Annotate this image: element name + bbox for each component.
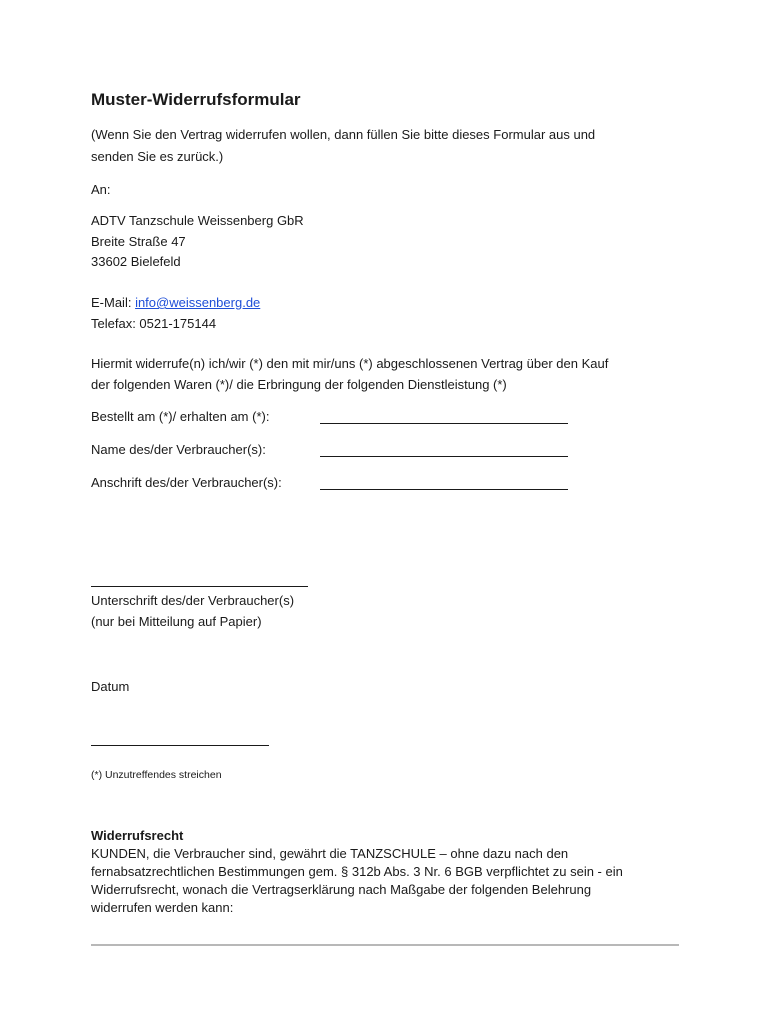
date-label: Datum (91, 679, 130, 694)
signature-line[interactable] (91, 586, 308, 587)
footnote: (*) Unzutreffendes streichen (91, 769, 222, 781)
right-body-line-2: fernabsatzrechtlichen Bestimmungen gem. § 312b Abs. 3 Nr. 6 BGB verpflichtet zu sein - ein (91, 864, 623, 879)
statement-line-1: Hiermit widerrufe(n) ich/wir (*) den mit mir/uns (*) abgeschlossenen Vertrag über den Kauf (91, 356, 609, 371)
document-title: Muster-Widerrufsformular (91, 90, 301, 109)
intro-line-2: senden Sie es zurück.) (91, 149, 224, 164)
right-body-line-3: Widerrufsrecht, wonach die Vertragserklärung nach Maßgabe der folgenden Belehrung (91, 882, 592, 897)
intro-line-1: (Wenn Sie den Vertrag widerrufen wollen, dann füllen Sie bitte dieses Formular aus und (91, 127, 596, 142)
consumer-address-label: Anschrift des/der Verbraucher(s): (91, 475, 282, 490)
email-label: E-Mail: (91, 295, 136, 310)
right-body-line-4: widerrufen werden kann: (91, 900, 234, 915)
right-body-line-1: KUNDEN, die Verbraucher sind, gewährt die TANZSCHULE – ohne dazu nach den (91, 846, 569, 861)
consumer-address-input-line[interactable] (320, 489, 568, 490)
statement-line-2: der folgenden Waren (*)/ die Erbringung der folgenden Dienstleistung (*) (91, 377, 507, 392)
consumer-name-input-line[interactable] (320, 456, 568, 457)
recipient-street: Breite Straße 47 (91, 234, 186, 249)
ordered-label: Bestellt am (*)/ erhalten am (*): (91, 409, 270, 424)
consumer-name-label: Name des/der Verbraucher(s): (91, 442, 266, 457)
signature-label: Unterschrift des/der Verbraucher(s) (91, 593, 295, 608)
recipient-city: 33602 Bielefeld (91, 254, 181, 269)
signature-note: (nur bei Mitteilung auf Papier) (91, 614, 262, 629)
recipient-name: ADTV Tanzschule Weissenberg GbR (91, 213, 304, 228)
ordered-input-line[interactable] (320, 423, 568, 424)
date-line[interactable] (91, 745, 269, 746)
page-footer-divider (91, 944, 679, 946)
right-of-withdrawal-heading: Widerrufsrecht (91, 828, 184, 843)
email-link[interactable]: info@weissenberg.de (135, 295, 261, 310)
to-label: An: (91, 182, 111, 197)
email-line (91, 295, 260, 311)
fax-line: Telefax: 0521-175144 (91, 316, 217, 331)
